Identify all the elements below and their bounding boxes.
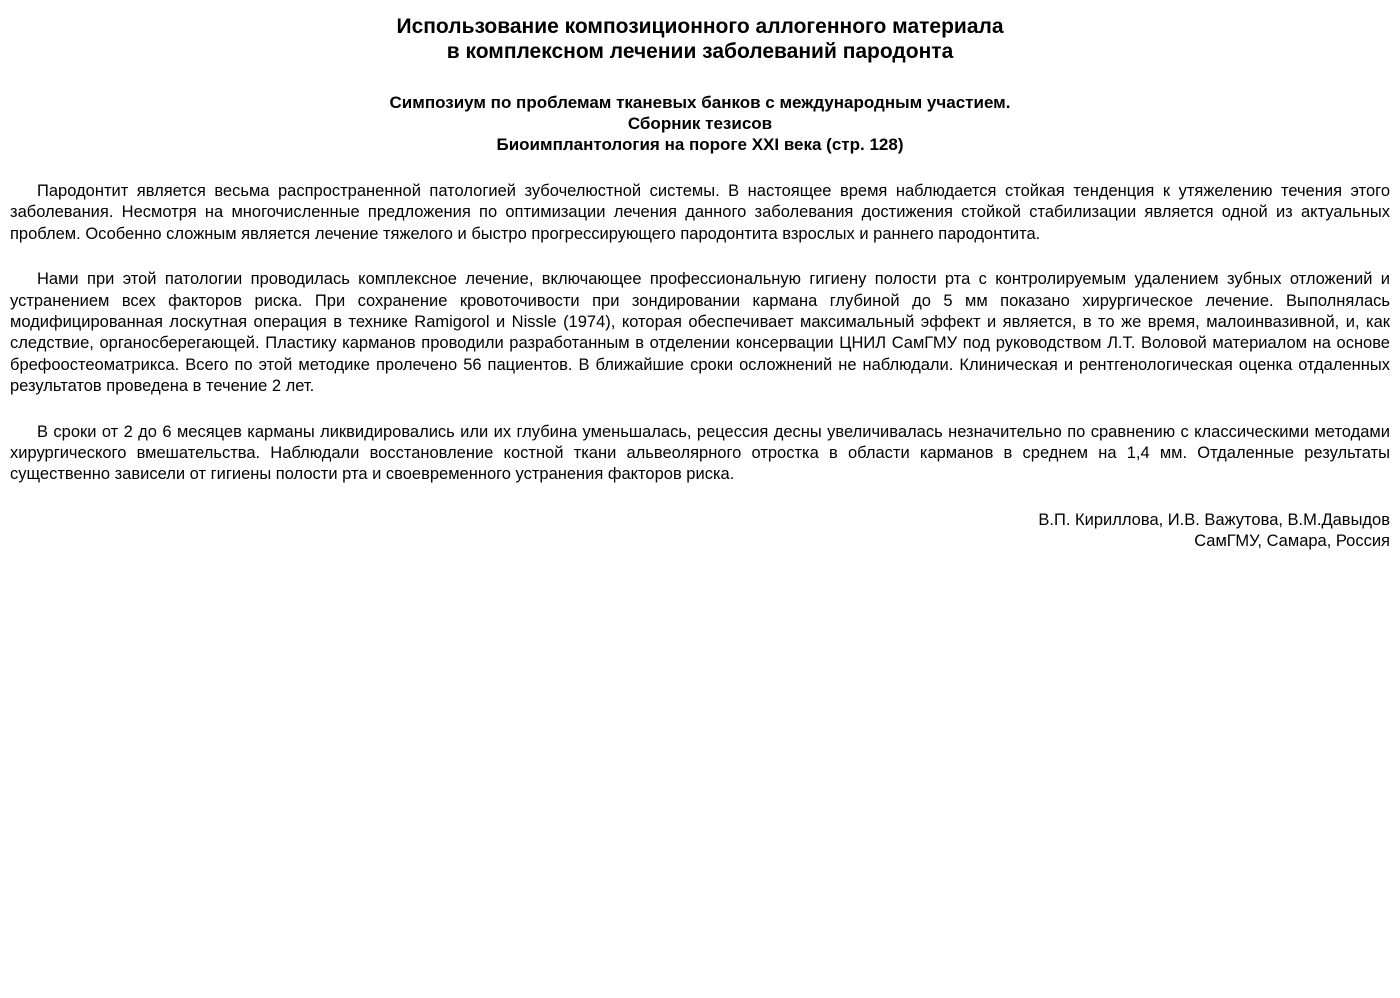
subtitle-line-1: Симпозиум по проблемам тканевых банков с международным участием. [389, 93, 1011, 112]
page-title-line-2: в комплексном лечении заболеваний пародонта [446, 40, 954, 63]
paragraph-1: Пародонтит является весьма распространенной патологией зубочелюстной системы. В настоящее время наблюдается стойкая тенденция к утяжелению течения этого заболевания. Несмотря на многочисленные предложения по оптимизации лечения данного заболевания достижения стойкой стабилизации является одной из актуальных проблем. Особенно сложным является лечение тяжелого и быстро прогрессирующего пародонтита взрослых и раннего пародонтита. [10, 182, 1390, 243]
paragraph-3: В сроки от 2 до 6 месяцев карманы ликвидировались или их глубина уменьшалась, рецессия десны увеличивалась незначительно по сравнению с классическими методами хирургического вмешательства. Наблюдали восстановление костной ткани альвеолярного отростка в области карманов в среднем на 1,4 мм. Отдаленные результаты существенно зависели от гигиены полости рта и своевременного устранения факторов риска. [10, 422, 1390, 484]
subtitle-line-2: Сборник тезисов [627, 114, 773, 133]
page-title [10, 14, 1390, 64]
subtitle-line-3: Биоимплантология на пороге XXI века (стр. 128) [496, 135, 904, 154]
affiliation-line: СамГМУ, Самара, Россия [1194, 532, 1390, 551]
page-title-line-1: Использование композиционного аллогенного материала [396, 15, 1004, 38]
symposium-subtitle [10, 92, 1390, 155]
paragraph-2: Нами при этой патологии проводилась комплексное лечение, включающее профессиональную гигиену полости рта с контролируемым удалением зубных отложений и устранением всех факторов риска. При сохранение кровоточивости при зондировании кармана глубиной до 5 мм показано хирургическое лечение. Выполнялась модифицированная лоскутная операция в технике Ramigorol и Nissle (1974), которая обеспечивает максимальный эффект и является, в то же время, малоинвазивной, и, как следствие, органосберегающей. Пластику карманов проводили разработанным в отделении консервации ЦНИЛ СамГМУ под руководством Л.Т. Воловой материалом на основе брефоостеоматрикса. Всего по этой методике пролечено 56 пациентов. В ближайшие сроки осложнений не наблюдали. Клиническая и рентгенологическая оценка отдаленных результатов проведена в течение 2 лет. [10, 270, 1390, 396]
abstract-body [10, 181, 1390, 486]
authors-line: В.П. Кириллова, И.В. Важутова, В.М.Давыдов [1038, 510, 1390, 529]
authors-block [10, 510, 1390, 553]
